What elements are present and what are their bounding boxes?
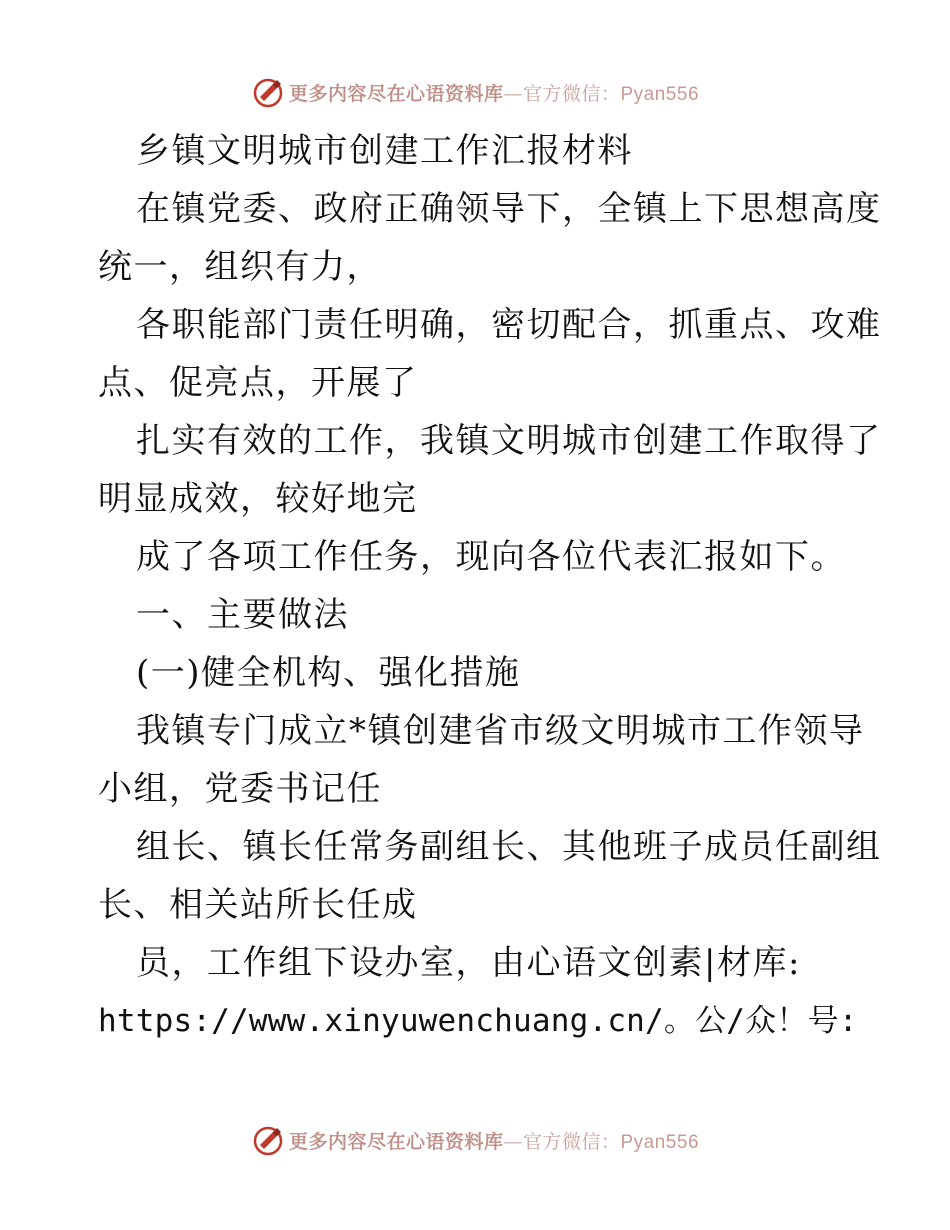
doc-title: 乡镇文明城市创建工作汇报材料 [136, 131, 633, 171]
document-body [98, 122, 882, 1050]
logo-icon [251, 75, 285, 109]
watermark-text: 更多内容尽在心语资料库—官方微信：Pyan556 [288, 82, 700, 105]
watermark-banner-top [0, 72, 950, 112]
doc-url-line: https://www.xinyuwenchuang.cn/。公/众！号: [98, 1003, 858, 1039]
doc-line: 我镇专门成立*镇创建省市级文明城市工作领导 [136, 711, 865, 751]
doc-line: 小组，党委书记任 [98, 769, 382, 809]
doc-line: 成了各项工作任务，现向各位代表汇报如下。 [136, 537, 846, 577]
doc-line: 在镇党委、政府正确领导下，全镇上下思想高度 [136, 189, 882, 229]
logo-icon [251, 1123, 285, 1157]
doc-line: 统一，组织有力， [98, 247, 382, 287]
doc-line: 组长、镇长任常务副组长、其他班子成员任副组 [136, 827, 882, 867]
doc-line: 各职能部门责任明确，密切配合，抓重点、攻难 [136, 305, 882, 345]
doc-line: 员，工作组下设办室，由心语文创素|材库: [136, 943, 801, 983]
doc-line: 明显成效，较好地完 [98, 479, 418, 519]
doc-line: 扎实有效的工作，我镇文明城市创建工作取得了 [136, 421, 882, 461]
doc-line: 点、促亮点，开展了 [98, 363, 418, 403]
section-heading: 一、主要做法 [136, 595, 349, 635]
subsection-heading: (一)健全机构、强化措施 [136, 653, 521, 693]
watermark-text: 更多内容尽在心语资料库—官方微信：Pyan556 [288, 1130, 700, 1153]
doc-line: 长、相关站所长任成 [98, 885, 418, 925]
watermark-banner-bottom [0, 1120, 950, 1160]
